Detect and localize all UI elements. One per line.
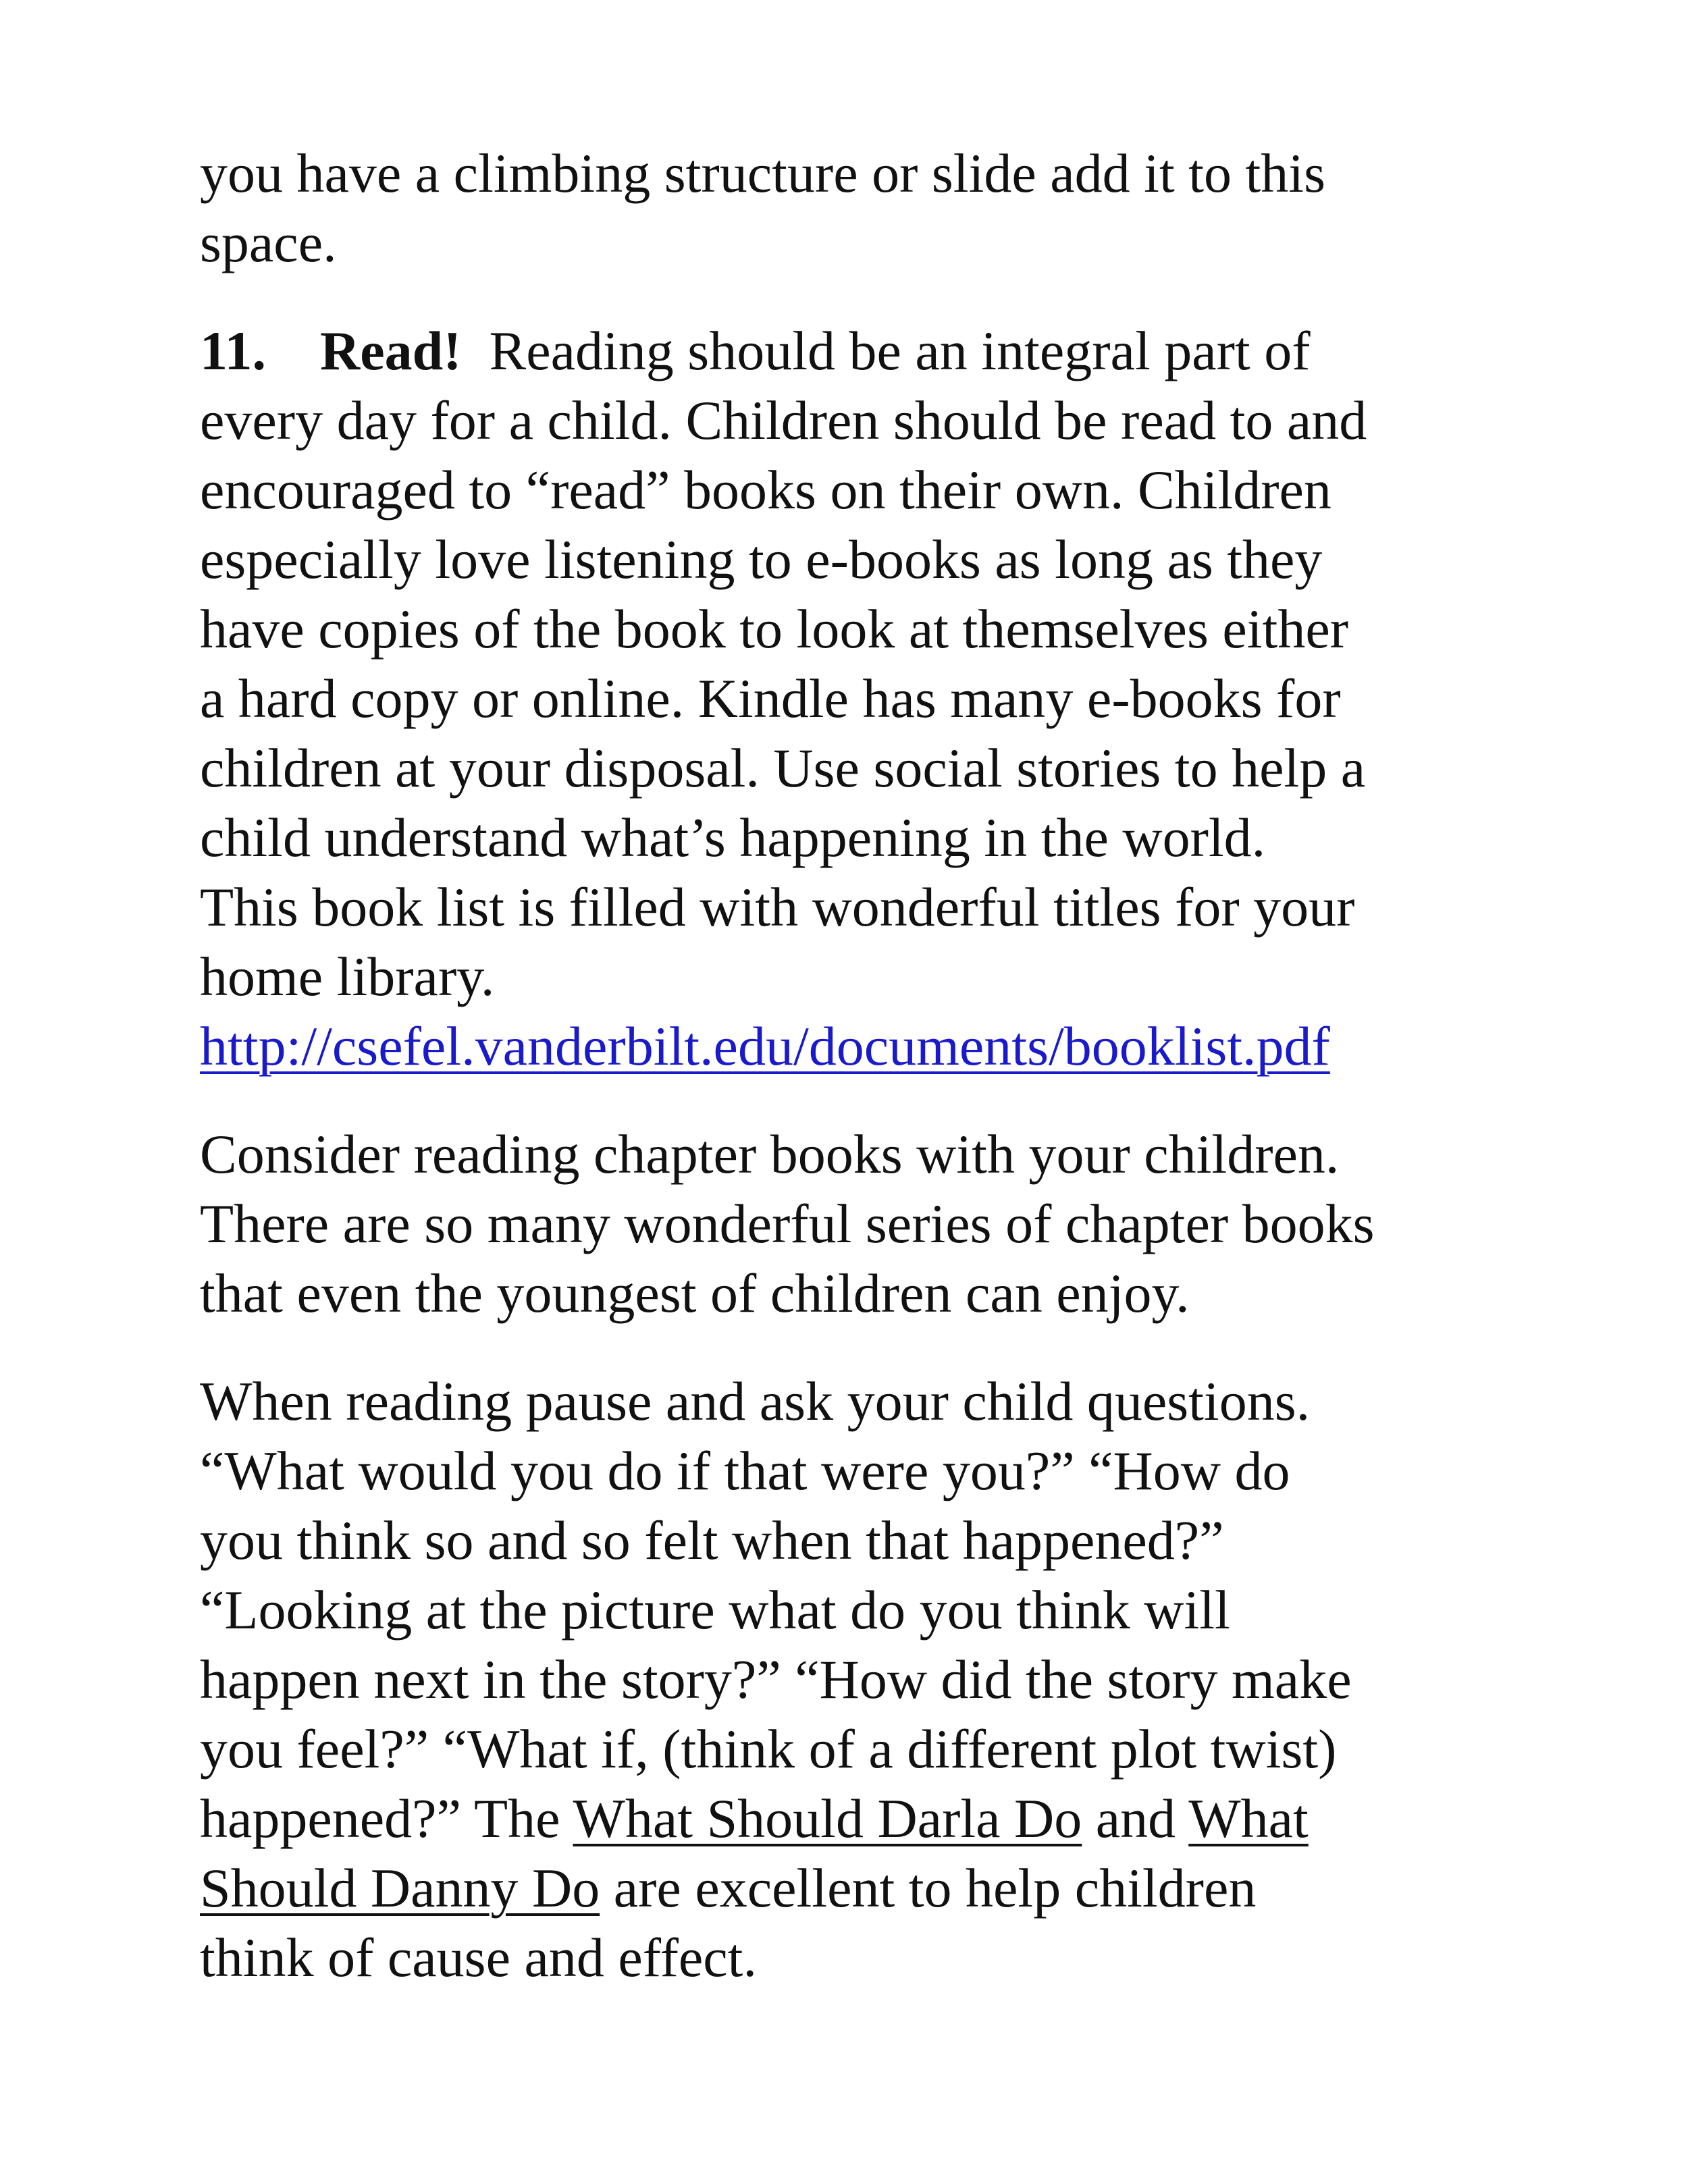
text-line: a hard copy or online. Kindle has many e-books for [200,668,1341,729]
text-line: think of cause and effect. [200,1927,757,1988]
text-line: This book list is filled with wonderful titles for your [200,876,1355,938]
text-fragment: and [1082,1788,1189,1849]
text-line: home library. [200,946,495,1007]
section-11-paragraph [200,316,1550,1081]
text-line: encouraged to “read” books on their own. Children [200,459,1331,521]
document-page [200,138,1550,1992]
text-line: happen next in the story?” “How did the story make [200,1649,1352,1710]
text-line: Consider reading chapter books with your children. [200,1123,1340,1185]
text-line: especially love listening to e-books as long as they [200,529,1323,590]
section-number: 11. [200,320,266,381]
book-title-danny-part1: What [1188,1788,1309,1849]
text-line: have copies of the book to look at themselves either [200,598,1349,660]
section-11-first-line [200,316,1550,385]
book-title-danny-part2: Should Danny Do [200,1857,600,1919]
book-title-darla: What Should Darla Do [573,1788,1082,1849]
text-line: “Looking at the picture what do you think will [200,1579,1230,1641]
booklist-line [200,1011,1550,1081]
text-line: space. [200,212,337,273]
booklist-link[interactable]: http://csefel.vanderbilt.edu/documents/booklist.pdf [200,1015,1330,1077]
text-line: child understand what’s happening in the world. [200,807,1266,868]
text-line: When reading pause and ask your child questions. [200,1370,1311,1432]
text-line: every day for a child. Children should be read to and [200,390,1367,451]
text-line: you feel?” “What if, (think of a different plot twist) [200,1718,1337,1780]
text-line [200,1784,1550,1853]
text-line: you have a climbing structure or slide add it to this [200,142,1325,204]
questions-paragraph [200,1366,1550,1992]
intro-paragraph [200,138,1550,277]
text-fragment: are excellent to help children [600,1857,1257,1919]
text-line: you think so and so felt when that happened?” [200,1510,1224,1571]
section-heading: Read! [320,320,462,381]
text-line: that even the youngest of children can enjoy. [200,1262,1190,1324]
text-line: There are so many wonderful series of chapter books [200,1193,1375,1254]
text-line [200,1853,1550,1923]
text-fragment: Reading should be an integral part of [461,320,1311,381]
chapter-books-paragraph [200,1119,1550,1328]
text-line: “What would you do if that were you?” “How do [200,1440,1290,1501]
text-fragment: happened?” The [200,1788,573,1849]
text-line: children at your disposal. Use social stories to help a [200,737,1366,799]
